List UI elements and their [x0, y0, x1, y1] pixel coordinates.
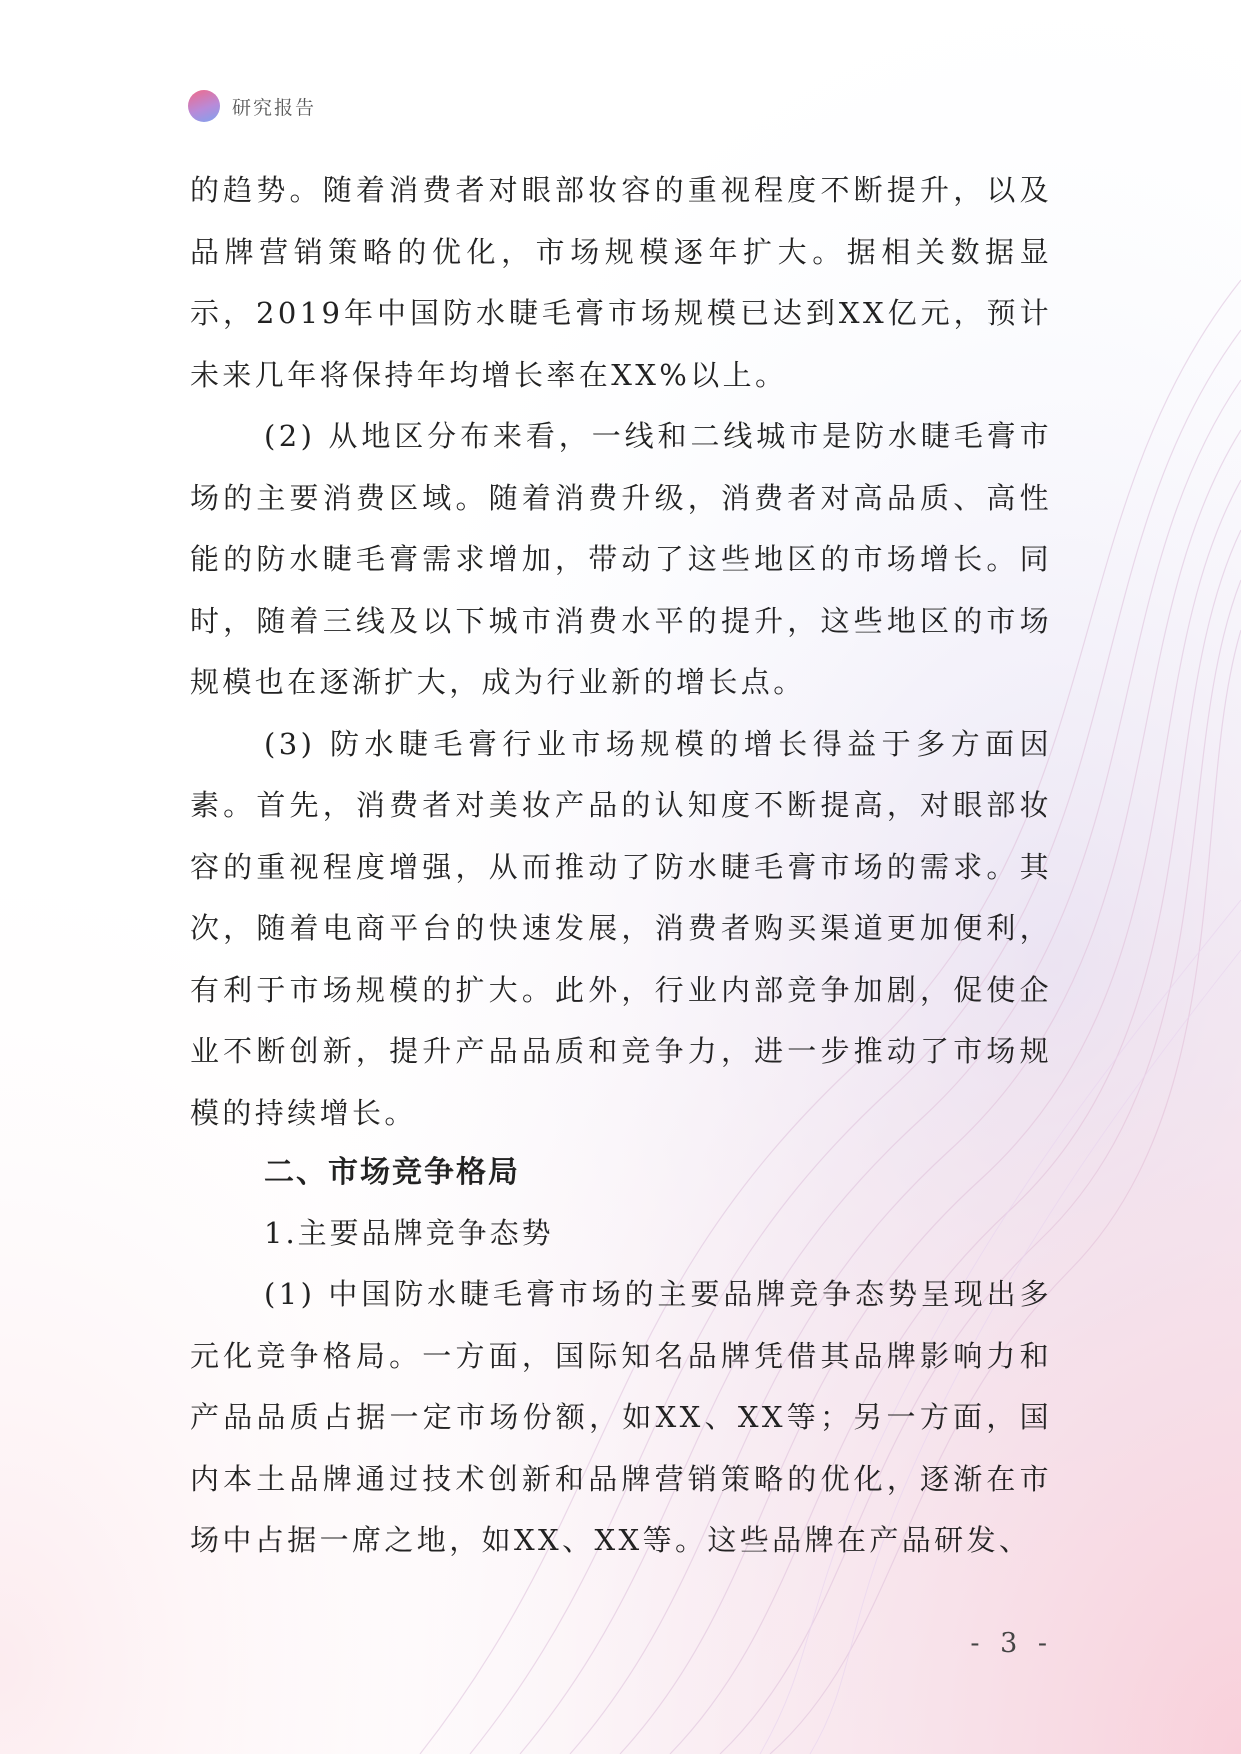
- paragraph-regional-distribution: (2) 从地区分布来看，一线和二线城市是防水睫毛膏市场的主要消费区域。随着消费升级，消费者对高品质、高性能的防水睫毛膏需求增加，带动了这些地区的市场增长。同时，随着三线及以下城市消费水平的提升，这些地区的市场规模也在逐渐扩大，成为行业新的增长点。: [190, 419, 1052, 699]
- page-number: - 3 -: [970, 1628, 1053, 1659]
- subsection-heading: 1.主要品牌竞争态势: [264, 1216, 554, 1250]
- section-heading: 二、市场竞争格局: [264, 1155, 520, 1190]
- paragraph-continuation: 的趋势。随着消费者对眼部妆容的重视程度不断提升，以及品牌营销策略的优化，市场规模逐年扩大。据相关数据显示，2019年中国防水睫毛膏市场规模已达到XX亿元，预计未来几年将保持年均增长率在XX%以上。: [190, 173, 1052, 392]
- paragraph-brand-competition: (1) 中国防水睫毛膏市场的主要品牌竞争态势呈现出多元化竞争格局。一方面，国际知名品牌凭借其品牌影响力和产品品质占据一定市场份额，如XX、XX等；另一方面，国内本土品牌通过技术创新和品牌营销策略的优化，逐渐在市场中占据一席之地，如XX、XX等。这些品牌在产品研发、: [190, 1277, 1052, 1557]
- paragraph-growth-factors: (3) 防水睫毛膏行业市场规模的增长得益于多方面因素。首先，消费者对美妆产品的认知度不断提高，对眼部妆容的重视程度增强，从而推动了防水睫毛膏市场的需求。其次，随着电商平台的快速发展，消费者购买渠道更加便利，有利于市场规模的扩大。此外，行业内部竞争加剧，促使企业不断创新，提升产品品质和竞争力，进一步推动了市场规模的持续增长。: [190, 726, 1052, 1130]
- document-body: [190, 160, 1052, 1572]
- report-header: [188, 90, 316, 122]
- header-title: 研究报告: [232, 96, 317, 119]
- logo-circle-icon: [188, 90, 220, 122]
